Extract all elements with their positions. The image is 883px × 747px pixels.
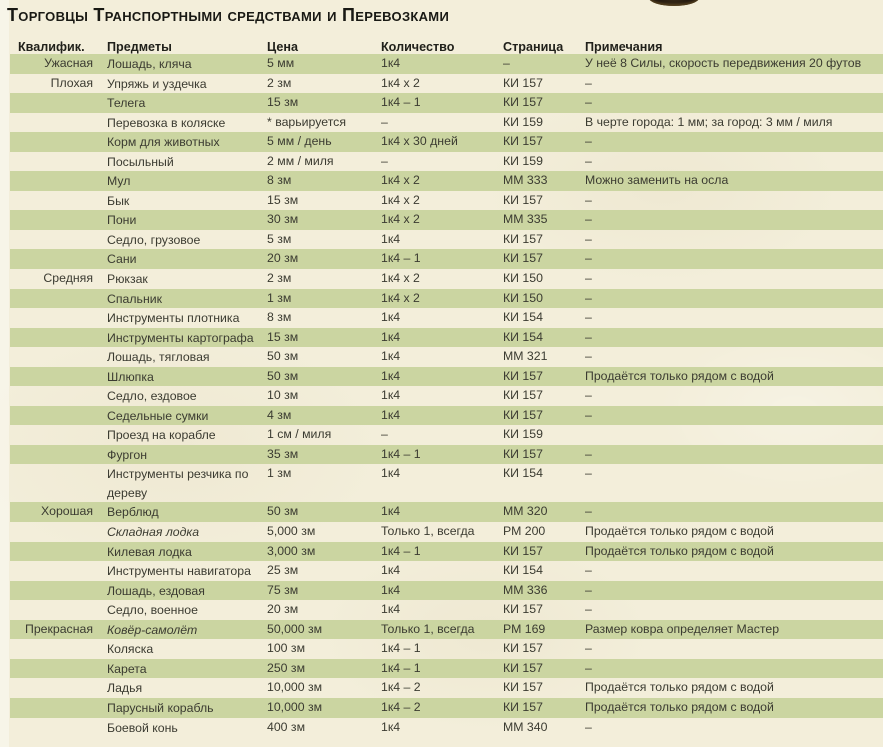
item-cell: Лошадь, ездовая [107, 583, 205, 598]
quantity-cell: – [381, 427, 388, 442]
item-cell: Седло, военное [107, 603, 198, 618]
table-row [10, 425, 883, 445]
item-cell: Парусный корабль [107, 700, 214, 715]
column-header-items: Предметы [107, 39, 172, 54]
table-row [10, 191, 883, 211]
price-cell: 100 зм [267, 641, 306, 656]
quantity-cell: 1к4 [381, 602, 401, 617]
qualification-cell [10, 406, 97, 426]
quantity-cell: 1к4 х 30 дней [381, 134, 458, 149]
qualification-cell [10, 445, 97, 465]
notes-cell: В черте города: 1 мм; за город: 3 мм / миля [585, 114, 833, 129]
price-cell: 2 мм / миля [267, 153, 334, 168]
item-cell: Инструменты резчика по дереву [107, 467, 249, 500]
price-cell: 8 зм [267, 173, 292, 188]
notes-cell: – [585, 719, 592, 734]
notes-cell: – [585, 641, 592, 656]
item-cell: Седло, ездовое [107, 389, 197, 404]
qualification-cell [10, 93, 97, 113]
price-cell: 1 зм [267, 466, 292, 481]
price-cell: 8 зм [267, 310, 292, 325]
page-cell: – [503, 56, 510, 70]
quantity-cell: 1к4 [381, 504, 401, 519]
table-row [10, 210, 883, 230]
quantity-cell: 1к4 х 2 [381, 173, 420, 188]
notes-cell: – [585, 446, 592, 461]
price-cell: 15 зм [267, 192, 299, 207]
item-cell: Пони [107, 213, 137, 228]
price-cell: 25 зм [267, 563, 299, 578]
quantity-cell: 1к4 [381, 329, 401, 344]
qualification-cell: Плохая [50, 75, 93, 90]
page-cell: КИ 157 [503, 446, 543, 461]
quantity-cell: 1к4 [381, 56, 401, 70]
quantity-cell: 1к4 – 2 [381, 680, 421, 695]
table-row [10, 445, 883, 465]
table-row [10, 542, 883, 562]
quantity-cell: 1к4 – 1 [381, 543, 421, 558]
price-cell: 20 зм [267, 602, 299, 617]
page-cell: КИ 157 [503, 368, 543, 383]
price-cell: 15 зм [267, 329, 299, 344]
qualification-cell [10, 367, 97, 387]
page-cell: ММ 336 [503, 582, 548, 597]
table-row [10, 659, 883, 679]
column-header-qualification: Квалифик. [18, 39, 85, 54]
table-row [10, 113, 883, 133]
item-cell: Спальник [107, 291, 162, 306]
price-cell: 5,000 зм [267, 524, 316, 539]
qualification-cell: Хорошая [41, 504, 93, 519]
notes-cell: – [585, 466, 592, 481]
page-cell: КИ 157 [503, 95, 543, 110]
item-cell: Складная лодка [107, 525, 200, 540]
item-cell: Фургон [107, 447, 148, 462]
page-cell: КИ 157 [503, 75, 543, 90]
price-cell: 400 зм [267, 719, 306, 734]
quantity-cell: 1к4 [381, 310, 401, 325]
qualification-cell [10, 230, 97, 250]
qualification-cell [10, 308, 97, 328]
table-body [10, 54, 883, 737]
qualification-cell [10, 210, 97, 230]
notes-cell: – [585, 290, 592, 305]
quantity-cell: Только 1, всегда [381, 524, 475, 539]
quantity-cell: 1к4 х 2 [381, 75, 420, 90]
notes-cell: – [585, 271, 592, 286]
page-edge-strip [0, 0, 9, 747]
notes-cell [575, 425, 883, 445]
quantity-cell: 1к4 х 2 [381, 290, 420, 305]
table-row [10, 289, 883, 309]
item-cell: Телега [107, 96, 146, 111]
page-cell: КИ 157 [503, 543, 543, 558]
table-row [10, 464, 883, 502]
quantity-cell: 1к4 [381, 231, 401, 246]
quantity-cell: 1к4 [381, 368, 401, 383]
quantity-cell: 1к4 [381, 719, 401, 734]
notes-cell: – [585, 231, 592, 246]
item-cell: Седло, грузовое [107, 232, 201, 247]
quantity-cell: 1к4 х 2 [381, 192, 420, 207]
page-cell: КИ 157 [503, 134, 543, 149]
table-row [10, 249, 883, 269]
qualification-cell [10, 249, 97, 269]
table-row [10, 502, 883, 522]
table-row [10, 386, 883, 406]
page-cell: КИ 154 [503, 563, 543, 578]
notes-cell: – [585, 134, 592, 149]
qualification-cell [10, 152, 97, 172]
notes-cell: – [585, 407, 592, 422]
price-cell: 50 зм [267, 368, 299, 383]
table-row [10, 367, 883, 387]
qualification-cell [10, 386, 97, 406]
quantity-cell: 1к4 – 2 [381, 699, 421, 714]
notes-cell: – [585, 349, 592, 364]
notes-cell: – [585, 75, 592, 90]
page-cell: ММ 333 [503, 173, 548, 188]
price-cell: 35 зм [267, 446, 299, 461]
price-cell: 1 зм [267, 290, 292, 305]
qualification-cell [10, 698, 97, 718]
page-cell: КИ 157 [503, 680, 543, 695]
qualification-cell: Средняя [43, 271, 93, 286]
price-cell: 1 см / миля [267, 427, 332, 442]
page-cell: КИ 157 [503, 251, 543, 266]
qualification-cell [10, 425, 97, 445]
page-cell: ММ 321 [503, 349, 548, 364]
qualification-cell [10, 464, 97, 502]
page-cell: РМ 200 [503, 524, 546, 539]
qualification-cell [10, 659, 97, 679]
table-row [10, 678, 883, 698]
notes-cell: Продаётся только рядом с водой [585, 368, 774, 383]
column-header-quantity: Количество [381, 39, 455, 54]
table-row [10, 620, 883, 640]
price-cell: 5 зм [267, 231, 292, 246]
page-cell: ММ 340 [503, 719, 548, 734]
item-cell: Корм для животных [107, 135, 220, 150]
item-cell: Инструменты навигатора [107, 564, 251, 579]
price-cell: 30 зм [267, 212, 299, 227]
table-row [10, 54, 883, 74]
quantity-cell: 1к4 х 2 [381, 271, 420, 286]
item-cell: Ладья [107, 681, 143, 696]
price-cell: 50 зм [267, 349, 299, 364]
notes-cell: – [585, 329, 592, 344]
qualification-cell [10, 581, 97, 601]
item-cell: Инструменты картографа [107, 330, 254, 345]
qualification-cell [10, 718, 97, 738]
item-cell: Коляска [107, 642, 154, 657]
quantity-cell: 1к4 [381, 349, 401, 364]
notes-cell: Продаётся только рядом с водой [585, 680, 774, 695]
table-row [10, 522, 883, 542]
notes-cell: – [585, 602, 592, 617]
table-row [10, 230, 883, 250]
notes-cell: – [585, 192, 592, 207]
column-header-page: Страница [503, 39, 564, 54]
qualification-cell [10, 678, 97, 698]
notes-cell: – [585, 660, 592, 675]
page-cell: ММ 320 [503, 504, 548, 519]
qualification-cell [10, 289, 97, 309]
notes-cell: – [585, 388, 592, 403]
quantity-cell: 1к4 [381, 563, 401, 578]
page-cell: КИ 159 [503, 427, 543, 442]
notes-cell: Размер ковра определяет Мастер [585, 621, 780, 636]
price-cell: 75 зм [267, 582, 299, 597]
table-row [10, 406, 883, 426]
qualification-cell: Ужасная [44, 56, 93, 70]
table-row [10, 600, 883, 620]
item-cell: Боевой конь [107, 720, 178, 735]
table-row [10, 347, 883, 367]
page-cell: КИ 150 [503, 271, 543, 286]
qualification-cell [10, 113, 97, 133]
quantity-cell: 1к4 – 1 [381, 660, 421, 675]
page-cell: КИ 157 [503, 388, 543, 403]
notes-cell: – [585, 251, 592, 266]
page-cell: РМ 169 [503, 621, 546, 636]
qualification-cell [10, 522, 97, 542]
item-cell: Килевая лодка [107, 544, 192, 559]
merchant-table [10, 39, 883, 737]
item-cell: Лошадь, тягловая [107, 350, 210, 365]
table-row [10, 269, 883, 289]
table-row [10, 132, 883, 152]
item-cell: Инструменты плотника [107, 311, 240, 326]
page-cell: КИ 159 [503, 153, 543, 168]
page-cell: КИ 159 [503, 114, 543, 129]
quantity-cell: – [381, 114, 388, 129]
quantity-cell: 1к4 – 1 [381, 251, 421, 266]
page-cell: КИ 157 [503, 602, 543, 617]
price-cell: 50 зм [267, 504, 299, 519]
page-cell: КИ 157 [503, 231, 543, 246]
price-cell: 10,000 зм [267, 699, 323, 714]
table-row [10, 74, 883, 94]
quantity-cell: 1к4 [381, 388, 401, 403]
item-cell: Мул [107, 174, 131, 189]
qualification-cell [10, 600, 97, 620]
price-cell: 250 зм [267, 660, 306, 675]
page-title: Торговцы Транспортными средствами и Перевозками [7, 5, 450, 25]
price-cell: 15 зм [267, 95, 299, 110]
coin-token-icon [649, 0, 699, 6]
notes-cell: Продаётся только рядом с водой [585, 524, 774, 539]
item-cell: Верблюд [107, 505, 159, 520]
column-header-price: Цена [267, 39, 298, 54]
price-cell: 2 зм [267, 271, 292, 286]
item-cell: Бык [107, 193, 130, 208]
notes-cell: У неё 8 Силы, скорость передвижения 20 футов [585, 56, 862, 70]
table-row [10, 93, 883, 113]
page-cell: КИ 157 [503, 660, 543, 675]
notes-cell: – [585, 563, 592, 578]
item-cell: Рюкзак [107, 272, 148, 287]
price-cell: * варьируется [267, 114, 346, 129]
qualification-cell [10, 639, 97, 659]
price-cell: 2 зм [267, 75, 292, 90]
notes-cell: Продаётся только рядом с водой [585, 543, 774, 558]
quantity-cell: 1к4 х 2 [381, 212, 420, 227]
notes-cell: – [585, 310, 592, 325]
price-cell: 5 мм / день [267, 134, 332, 149]
quantity-cell: – [381, 153, 388, 168]
page-cell: КИ 157 [503, 407, 543, 422]
price-cell: 10,000 зм [267, 680, 323, 695]
item-cell: Упряжь и уздечка [107, 76, 207, 91]
item-cell: Лошадь, кляча [107, 57, 192, 71]
price-cell: 3,000 зм [267, 543, 316, 558]
item-cell: Шлюпка [107, 369, 154, 384]
page-cell: ММ 335 [503, 212, 548, 227]
item-cell: Ковёр-самолёт [107, 622, 198, 637]
page-cell: КИ 150 [503, 290, 543, 305]
notes-cell: – [585, 95, 592, 110]
qualification-cell [10, 132, 97, 152]
price-cell: 50,000 зм [267, 621, 323, 636]
notes-cell: Продаётся только рядом с водой [585, 699, 774, 714]
price-cell: 10 зм [267, 388, 299, 403]
quantity-cell: 1к4 [381, 407, 401, 422]
quantity-cell: 1к4 [381, 466, 401, 481]
table-row [10, 561, 883, 581]
page-cell: КИ 154 [503, 310, 543, 325]
table-row [10, 718, 883, 738]
item-cell: Седельные сумки [107, 408, 209, 423]
quantity-cell: Только 1, всегда [381, 621, 475, 636]
qualification-cell [10, 191, 97, 211]
table-row [10, 171, 883, 191]
price-cell: 20 зм [267, 251, 299, 266]
qualification-cell [10, 542, 97, 562]
notes-cell: Можно заменить на осла [585, 173, 729, 188]
notes-cell: – [585, 153, 592, 168]
table-row [10, 308, 883, 328]
table-header-row [10, 39, 883, 54]
table-row [10, 328, 883, 348]
table-row [10, 581, 883, 601]
column-header-notes: Примечания [585, 39, 663, 54]
page-cell: КИ 154 [503, 466, 543, 481]
price-cell: 5 мм [267, 56, 295, 70]
qualification-cell [10, 171, 97, 191]
qualification-cell [10, 561, 97, 581]
table-row [10, 639, 883, 659]
notes-cell: – [585, 582, 592, 597]
notes-cell: – [585, 212, 592, 227]
quantity-cell: 1к4 – 1 [381, 641, 421, 656]
notes-cell: – [585, 504, 592, 519]
item-cell: Перевозка в коляске [107, 115, 226, 130]
page-cell: КИ 157 [503, 641, 543, 656]
qualification-cell [10, 347, 97, 367]
item-cell: Посыльный [107, 154, 174, 169]
price-cell: 4 зм [267, 407, 292, 422]
quantity-cell: 1к4 – 1 [381, 95, 421, 110]
page-cell: КИ 157 [503, 699, 543, 714]
table-row [10, 152, 883, 172]
table-row [10, 698, 883, 718]
qualification-cell: Прекрасная [24, 621, 93, 636]
qualification-cell [10, 328, 97, 348]
item-cell: Проезд на корабле [107, 428, 216, 443]
page-cell: КИ 154 [503, 329, 543, 344]
page-cell: КИ 157 [503, 192, 543, 207]
quantity-cell: 1к4 – 1 [381, 446, 421, 461]
item-cell: Сани [107, 252, 137, 267]
item-cell: Карета [107, 661, 147, 676]
quantity-cell: 1к4 [381, 582, 401, 597]
